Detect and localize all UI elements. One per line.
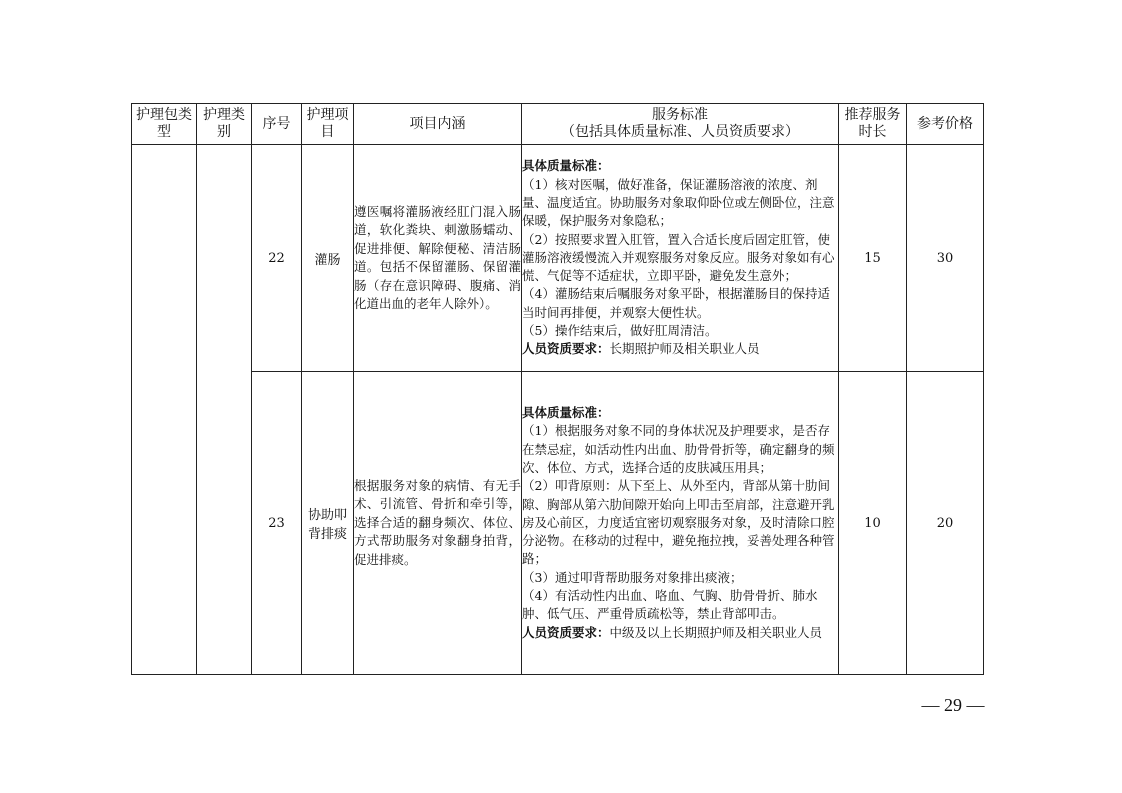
header-package-type: 护理包类型 (132, 104, 197, 145)
package-type-cell (132, 145, 197, 675)
row-content: 根据服务对象的病情、有无手术、引流管、骨折和牵引等，选择合适的翻身频次、体位、方式帮助服务对象翻身拍背，促进排痰。 (354, 372, 522, 675)
table-row (132, 372, 984, 675)
row-standard (522, 145, 839, 372)
row-item: 灌肠 (302, 145, 354, 372)
quality-item: （2）按照要求置入肛管，置入合适长度后固定肛管，使灌肠溶液缓慢流入并观察服务对象反应。服务对象如有心慌、气促等不适症状，立即平卧，避免发生意外； (522, 231, 835, 284)
header-standard (522, 104, 839, 145)
quality-item: （4）灌肠结束后嘱服务对象平卧，根据灌肠目的保持适当时间再排便，并观察大便性状。 (522, 286, 830, 320)
header-duration: 推荐服务时长 (839, 104, 907, 145)
quality-item: （2）叩背原则：从下至上、从外至内，背部从第十肋间隙、胸部从第六肋间隙开始向上叩击至肩部，注意避开乳房及心前区，力度适宜密切观察服务对象，及时清除口腔分泌物。在移动的过程中，避免拖拉拽，妥善处理各种管路； (522, 478, 835, 567)
row-price: 30 (907, 145, 984, 372)
row-price: 20 (907, 372, 984, 675)
page-number: — 29 — (921, 695, 985, 715)
quality-item: （3）通过叩背帮助服务对象排出痰液； (522, 569, 743, 585)
header-content: 项目内涵 (354, 104, 522, 145)
personnel-text: 长期照护师及相关职业人员 (609, 341, 760, 357)
table-row (132, 145, 984, 372)
header-item: 护理项目 (302, 104, 354, 145)
header-standard-subtitle: （包括具体质量标准、人员资质要求） (561, 124, 799, 140)
header-price: 参考价格 (907, 104, 984, 145)
quality-item: （1）根据服务对象不同的身体状况及护理要求，是否存在禁忌症，如活动性内出血、肋骨骨折等，确定翻身的频次、体位、方式，选择合适的皮肤减压用具； (522, 423, 835, 475)
category-cell (197, 145, 252, 675)
header-standard-title: 服务标准 (652, 107, 708, 123)
row-standard (522, 372, 839, 675)
row-duration: 10 (839, 372, 907, 675)
table-header-row (132, 104, 984, 145)
row-seq: 22 (252, 145, 302, 372)
personnel-label: 人员资质要求： (522, 624, 610, 640)
personnel-requirement (522, 624, 838, 642)
row-duration: 15 (839, 145, 907, 372)
personnel-label: 人员资质要求： (522, 341, 610, 357)
personnel-text: 中级及以上长期照护师及相关职业人员 (609, 624, 823, 640)
row-seq: 23 (252, 372, 302, 675)
personnel-requirement (522, 340, 838, 358)
header-category: 护理类别 (197, 104, 252, 145)
quality-item: （5）操作结束后，做好肛周清洁。 (522, 323, 718, 339)
quality-item: （1）核对医嘱，做好准备，保证灌肠溶液的浓度、剂量、温度适宜。协助服务对象取仰卧位或左侧卧位，注意保暖，保护服务对象隐私； (522, 176, 835, 229)
quality-label: 具体质量标准： (522, 158, 610, 174)
service-standard-table (131, 103, 984, 675)
row-item: 协助叩背排痰 (302, 372, 354, 675)
quality-label: 具体质量标准： (522, 405, 610, 421)
row-content: 遵医嘱将灌肠液经肛门混入肠道，软化粪块、刺激肠蠕动、促进排便、解除便秘、清洁肠道。包括不保留灌肠、保留灌肠（存在意识障碍、腹痛、消化道出血的老年人除外）。 (354, 145, 522, 372)
header-seq: 序号 (252, 104, 302, 145)
quality-item: （4）有活动性内出血、咯血、气胸、肋骨骨折、肺水肿、低气压、严重骨质疏松等，禁止背部叩击。 (522, 588, 818, 622)
